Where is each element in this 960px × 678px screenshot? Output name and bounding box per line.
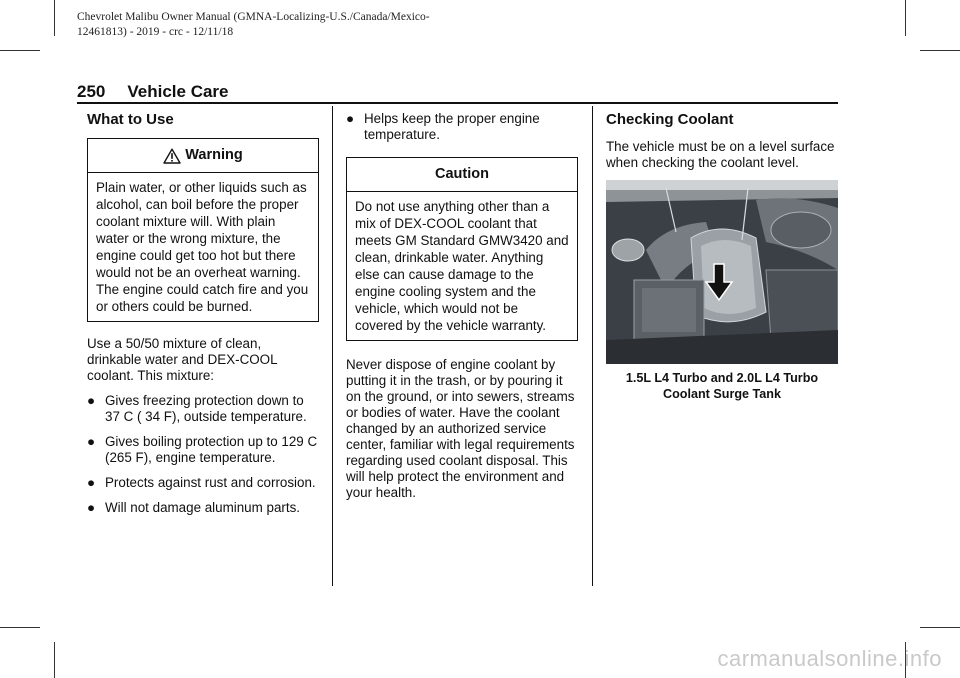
bullet-glyph: ●	[87, 500, 96, 515]
coolant-surge-tank-illustration	[606, 180, 838, 364]
crop-mark	[920, 50, 960, 51]
page-number: 250	[77, 82, 106, 101]
header-line-1: Chevrolet Malibu Owner Manual (GMNA-Localizing-U.S./Canada/Mexico-	[77, 11, 430, 23]
crop-mark	[0, 50, 40, 51]
column-2	[346, 111, 578, 510]
caution-title: Caution	[435, 166, 489, 182]
crop-mark	[54, 0, 55, 36]
warning-title-bar	[88, 139, 318, 173]
list-item	[87, 434, 319, 466]
column-1	[87, 111, 319, 525]
warning-body: Plain water, or other liquids such as alcohol, can boil before the proper coolant mixture will. With plain water or the wrong mixture, the engine could get too hot but there would not be an overheat warning. The engine could catch fire and you or others could be burned.	[96, 180, 309, 314]
section-title: Vehicle Care	[127, 82, 229, 101]
header-line-2: 12461813) - 2019 - crc - 12/11/18	[77, 26, 234, 38]
list-item-text: Will not damage aluminum parts.	[105, 500, 300, 515]
crop-mark	[920, 627, 960, 628]
list-item	[87, 393, 319, 425]
disposal-paragraph: Never dispose of engine coolant by putting it in the trash, or by pouring it on the ground, or into sewers, streams or bodies of water. Have the coolant changed by an authorized service center, familiar with legal requirements regarding used coolant disposal. This will help protect the environment and your health.	[346, 357, 575, 500]
list-item-text: Gives boiling protection up to 129 C (265 F), engine temperature.	[105, 434, 318, 465]
column-3	[606, 111, 838, 402]
bullet-glyph: ●	[87, 434, 96, 449]
what-to-use-heading: What to Use	[87, 111, 174, 128]
page-heading	[77, 82, 229, 102]
column-divider	[332, 106, 333, 586]
caption-line-2: Coolant Surge Tank	[662, 387, 782, 401]
caution-box	[346, 157, 578, 341]
column-divider	[592, 106, 593, 586]
bullet-glyph: ●	[87, 393, 96, 408]
list-item	[87, 475, 319, 491]
caution-title-bar	[347, 158, 577, 192]
bullet-glyph: ●	[87, 475, 96, 490]
checking-coolant-heading: Checking Coolant	[606, 111, 734, 128]
crop-mark	[0, 627, 40, 628]
list-item-text: Gives freezing protection down to 37 C ( 34 F), outside temperature.	[105, 393, 307, 424]
caption-line-1: 1.5L L4 Turbo and 2.0L L4 Turbo	[625, 371, 819, 385]
caution-body: Do not use anything other than a mix of DEX-COOL coolant that meets GM Standard GMW3420 and clean, drinkable water. Anything else can cause damage to the engine cooling system and the vehicle, which would not be covered by the vehicle warranty.	[355, 199, 569, 333]
warning-triangle-icon	[163, 148, 181, 164]
heading-rule	[77, 102, 838, 104]
level-surface-paragraph: The vehicle must be on a level surface when checking the coolant level.	[606, 139, 835, 170]
watermark: carmanualsonline.info	[717, 646, 942, 671]
document-header	[77, 10, 597, 40]
list-item	[346, 111, 578, 143]
engine-bay-drawing	[606, 180, 838, 364]
list-item	[87, 500, 319, 516]
warning-title: Warning	[185, 147, 243, 163]
list-item-text: Protects against rust and corrosion.	[105, 475, 316, 490]
bullet-glyph: ●	[346, 111, 355, 126]
warning-box	[87, 138, 319, 322]
figure-caption	[606, 370, 838, 402]
list-item-text: Helps keep the proper engine temperature.	[364, 111, 540, 142]
mixture-intro: Use a 50/50 mixture of clean, drinkable water and DEX-COOL coolant. This mixture:	[87, 336, 278, 383]
crop-mark	[54, 642, 55, 678]
crop-mark	[905, 0, 906, 36]
